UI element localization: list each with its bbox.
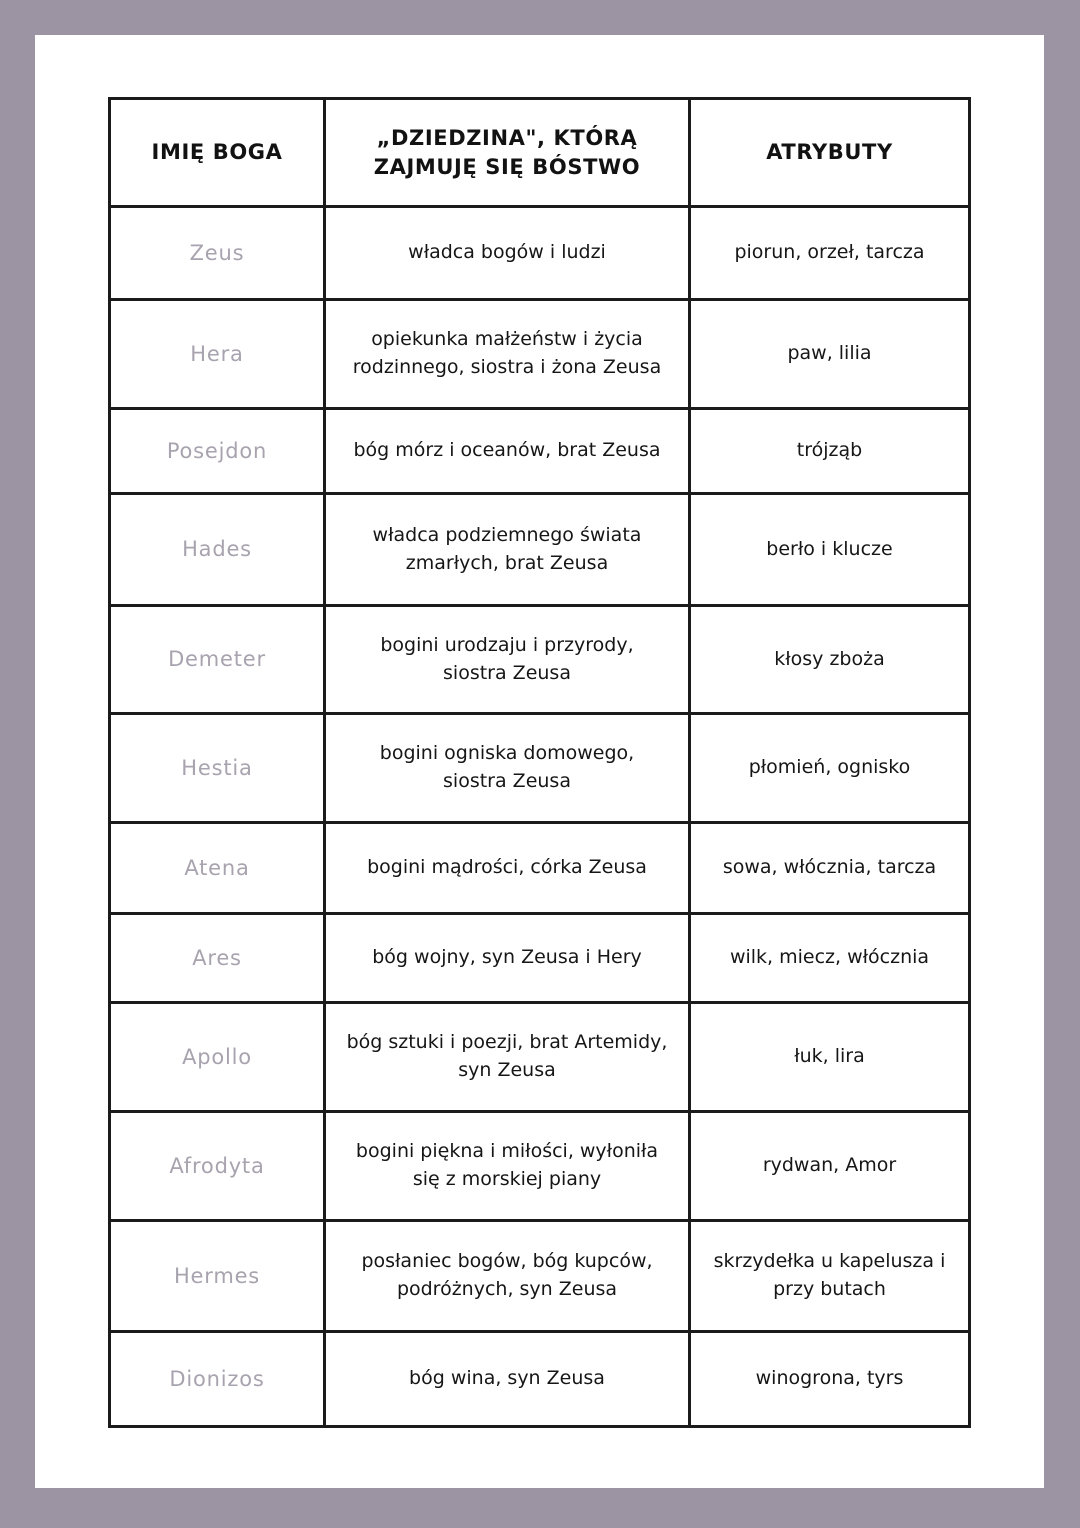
document-page bbox=[35, 35, 1044, 1488]
domain-cell: bóg wina, syn Zeusa bbox=[325, 1332, 690, 1427]
god-name-cell: Hera bbox=[110, 300, 325, 409]
table-body bbox=[110, 207, 970, 1427]
attributes-cell: łuk, lira bbox=[690, 1003, 970, 1112]
god-name-cell: Dionizos bbox=[110, 1332, 325, 1427]
attributes-cell: płomień, ognisko bbox=[690, 714, 970, 823]
table-row bbox=[110, 1003, 970, 1112]
domain-cell: posłaniec bogów, bóg kupców, podróżnych, syn Zeusa bbox=[325, 1221, 690, 1332]
domain-cell: władca podziemnego świata zmarłych, brat Zeusa bbox=[325, 494, 690, 606]
god-name-cell: Demeter bbox=[110, 606, 325, 714]
god-name-cell: Hades bbox=[110, 494, 325, 606]
domain-cell: władca bogów i ludzi bbox=[325, 207, 690, 300]
attributes-cell: berło i klucze bbox=[690, 494, 970, 606]
domain-cell: opiekunka małżeństw i życia rodzinnego, siostra i żona Zeusa bbox=[325, 300, 690, 409]
domain-cell: bóg sztuki i poezji, brat Artemidy, syn Zeusa bbox=[325, 1003, 690, 1112]
god-name-cell: Apollo bbox=[110, 1003, 325, 1112]
god-name-cell: Hestia bbox=[110, 714, 325, 823]
table-row bbox=[110, 606, 970, 714]
table-row bbox=[110, 1332, 970, 1427]
domain-cell: bogini urodzaju i przyrody, siostra Zeusa bbox=[325, 606, 690, 714]
attributes-cell: paw, lilia bbox=[690, 300, 970, 409]
header-attributes: ATRYBUTY bbox=[690, 99, 970, 207]
attributes-cell: piorun, orzeł, tarcza bbox=[690, 207, 970, 300]
god-name-cell: Posejdon bbox=[110, 409, 325, 494]
attributes-cell: sowa, włócznia, tarcza bbox=[690, 823, 970, 914]
god-name-cell: Ares bbox=[110, 914, 325, 1003]
table-row bbox=[110, 409, 970, 494]
god-name-cell: Zeus bbox=[110, 207, 325, 300]
header-god-name: IMIĘ BOGA bbox=[110, 99, 325, 207]
domain-cell: bogini ogniska domowego, siostra Zeusa bbox=[325, 714, 690, 823]
table-header bbox=[110, 99, 970, 207]
table-row bbox=[110, 494, 970, 606]
table-row bbox=[110, 207, 970, 300]
table-row bbox=[110, 300, 970, 409]
table-row bbox=[110, 823, 970, 914]
domain-cell: bogini piękna i miłości, wyłoniła się z morskiej piany bbox=[325, 1112, 690, 1221]
domain-cell: bóg wojny, syn Zeusa i Hery bbox=[325, 914, 690, 1003]
table-row bbox=[110, 914, 970, 1003]
god-name-cell: Atena bbox=[110, 823, 325, 914]
greek-gods-table bbox=[108, 97, 971, 1428]
attributes-cell: kłosy zboża bbox=[690, 606, 970, 714]
header-domain: „DZIEDZINA", KTÓRĄ ZAJMUJĘ SIĘ BÓSTWO bbox=[325, 99, 690, 207]
header-row bbox=[110, 99, 970, 207]
domain-cell: bóg mórz i oceanów, brat Zeusa bbox=[325, 409, 690, 494]
table-row bbox=[110, 714, 970, 823]
table-row bbox=[110, 1112, 970, 1221]
attributes-cell: rydwan, Amor bbox=[690, 1112, 970, 1221]
god-name-cell: Afrodyta bbox=[110, 1112, 325, 1221]
attributes-cell: winogrona, tyrs bbox=[690, 1332, 970, 1427]
god-name-cell: Hermes bbox=[110, 1221, 325, 1332]
table-row bbox=[110, 1221, 970, 1332]
attributes-cell: trójząb bbox=[690, 409, 970, 494]
attributes-cell: wilk, miecz, włócznia bbox=[690, 914, 970, 1003]
domain-cell: bogini mądrości, córka Zeusa bbox=[325, 823, 690, 914]
attributes-cell: skrzydełka u kapelusza i przy butach bbox=[690, 1221, 970, 1332]
